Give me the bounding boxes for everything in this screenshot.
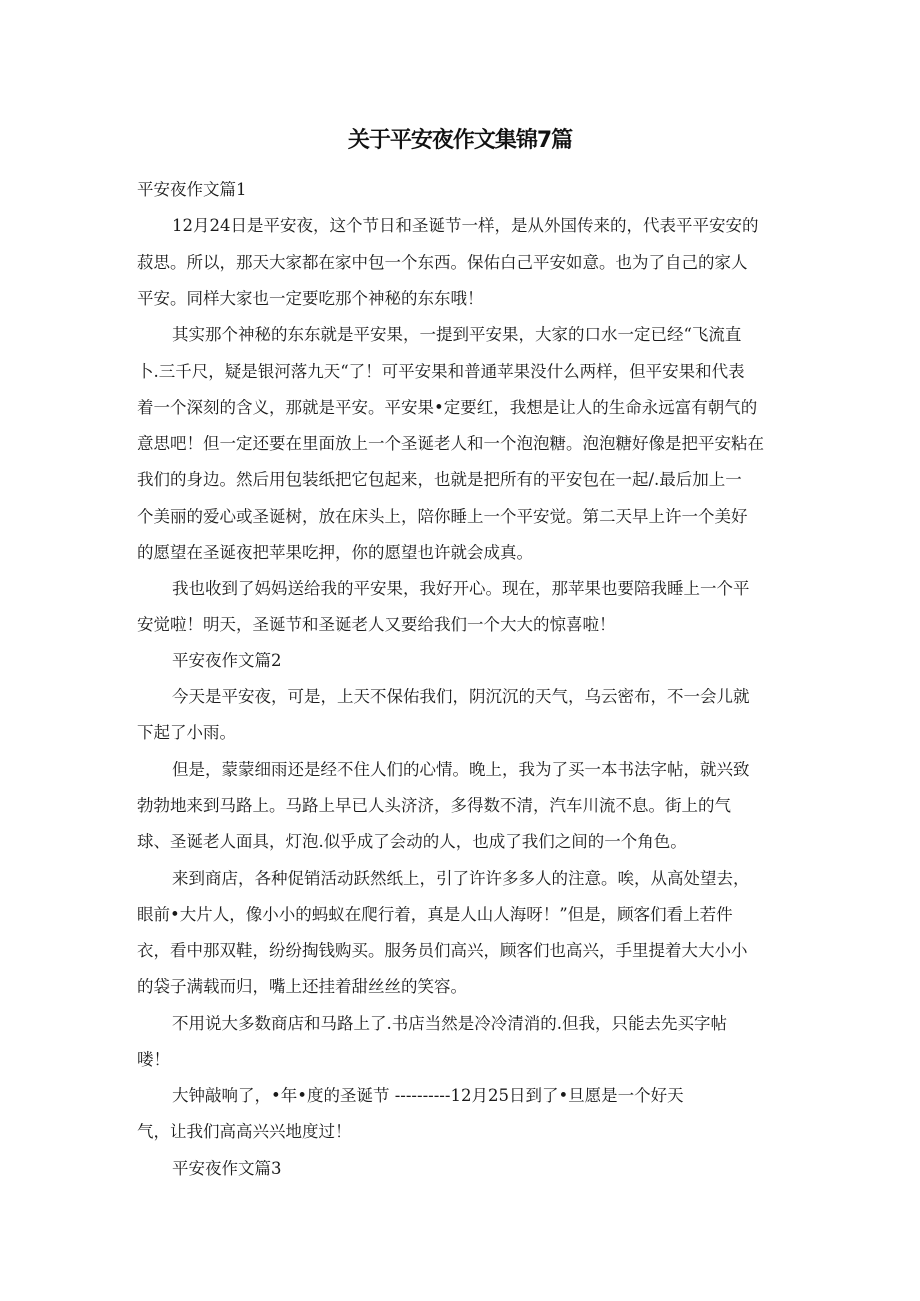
paragraph-line: 我也收到了妈妈送给我的平安果，我好开心。现在，那苹果也要陪我睡上一个平 [172,579,750,598]
paragraph-line: 但是，蒙蒙细雨还是经不住人们的心情。晚上，我为了买一本书法字帖，就兴致 [172,760,750,779]
paragraph-line: 其实那个神秘的东东就是平安果，一提到平安果，大家的口水一定已经“飞流直 [172,325,742,344]
paragraph-line: 不用说大多数商店和马路上了.书店当然是冷冷清消的.但我，只能去先买字帖 [172,1014,727,1033]
paragraph-line: 喽！ [137,1050,170,1069]
paragraph-line: 今天是平安夜，可是，上天不保佑我们，阴沉沉的天气，乌云密布，不一会儿就 [172,687,750,706]
paragraph-line: 气，让我们高高兴兴地度过！ [137,1122,352,1141]
paragraph-line: 个美丽的爱心或圣诞树，放在床头上，陪你睡上一个平安觉。第二天早上许一个美好 [137,507,748,526]
paragraph-line: 来到商店，各种促销活动跃然纸上，引了许许多多人的注意。唉，从高处望去， [172,869,750,888]
paragraph-line: 菽思。所以，那天大家都在家中包一个东西。保佑白己平安如意。也为了自己的家人 [137,253,748,272]
paragraph-line: 12月24日是平安夜，这个节日和圣诞节一样，是从外国传来的，代表平平安安的 [172,216,759,235]
paragraph-line: 安觉啦！明天，圣诞节和圣诞老人又要给我们一个大大的惊喜啦！ [137,615,616,634]
paragraph-line: 的愿望在圣诞夜把苹果吃押，你的愿望也许就会成真。 [137,543,533,562]
paragraph-line: 我们的身边。然后用包装纸把它包起来，也就是把所有的平安包在一起/.最后加上一 [137,470,742,489]
paragraph-line: 着一个深刻的含义，那就是平安。平安果•定要红，我想是让人的生命永远富有朝气的 [137,398,758,417]
paragraph-line: 下起了小雨。 [137,723,236,742]
section-heading-1: 平安夜作文篇1 [137,180,247,199]
paragraph-line: 球、圣诞老人面具，灯泡.似乎成了会动的人，也成了我们之间的一个角色。 [137,832,687,851]
paragraph-line: 眼前•大片人，像小小的蚂蚁在爬行着，真是人山人海呀！”但是，顾客们看上若件 [137,905,733,924]
paragraph-line: 意思吧！但一定还要在里面放上一个圣诞老人和一个泡泡糖。泡泡糖好像是把平安粘在 [137,434,764,453]
section-heading-3: 平安夜作文篇3 [172,1159,282,1178]
paragraph-line: 勃勃地来到马路上。马路上早已人头济济，多得数不清，汽车川流不息。街上的气 [137,796,731,815]
paragraph-line: 大钟敲响了，•年•度的圣诞节 ----------12月25日到了•旦愿是一个好天 [172,1086,684,1105]
section-heading-2: 平安夜作文篇2 [172,651,282,670]
paragraph-line: 的袋子满载而归，嘴上还挂着甜丝丝的笑容。 [137,977,467,996]
document-title: 关于平安夜作文集锦7篇 [347,128,573,153]
paragraph-line: 卜.三千尺，疑是银河落九天“了！可平安果和普通苹果没什么两样，但平安果和代表 [137,362,745,381]
paragraph-line: 衣，看中那双鞋，纷纷掏钱购买。服务员们高兴，顾客们也高兴，手里提着大大小小 [137,941,748,960]
paragraph-line: 平安。同样大家也一定要吃那个神秘的东东哦！ [137,289,484,308]
